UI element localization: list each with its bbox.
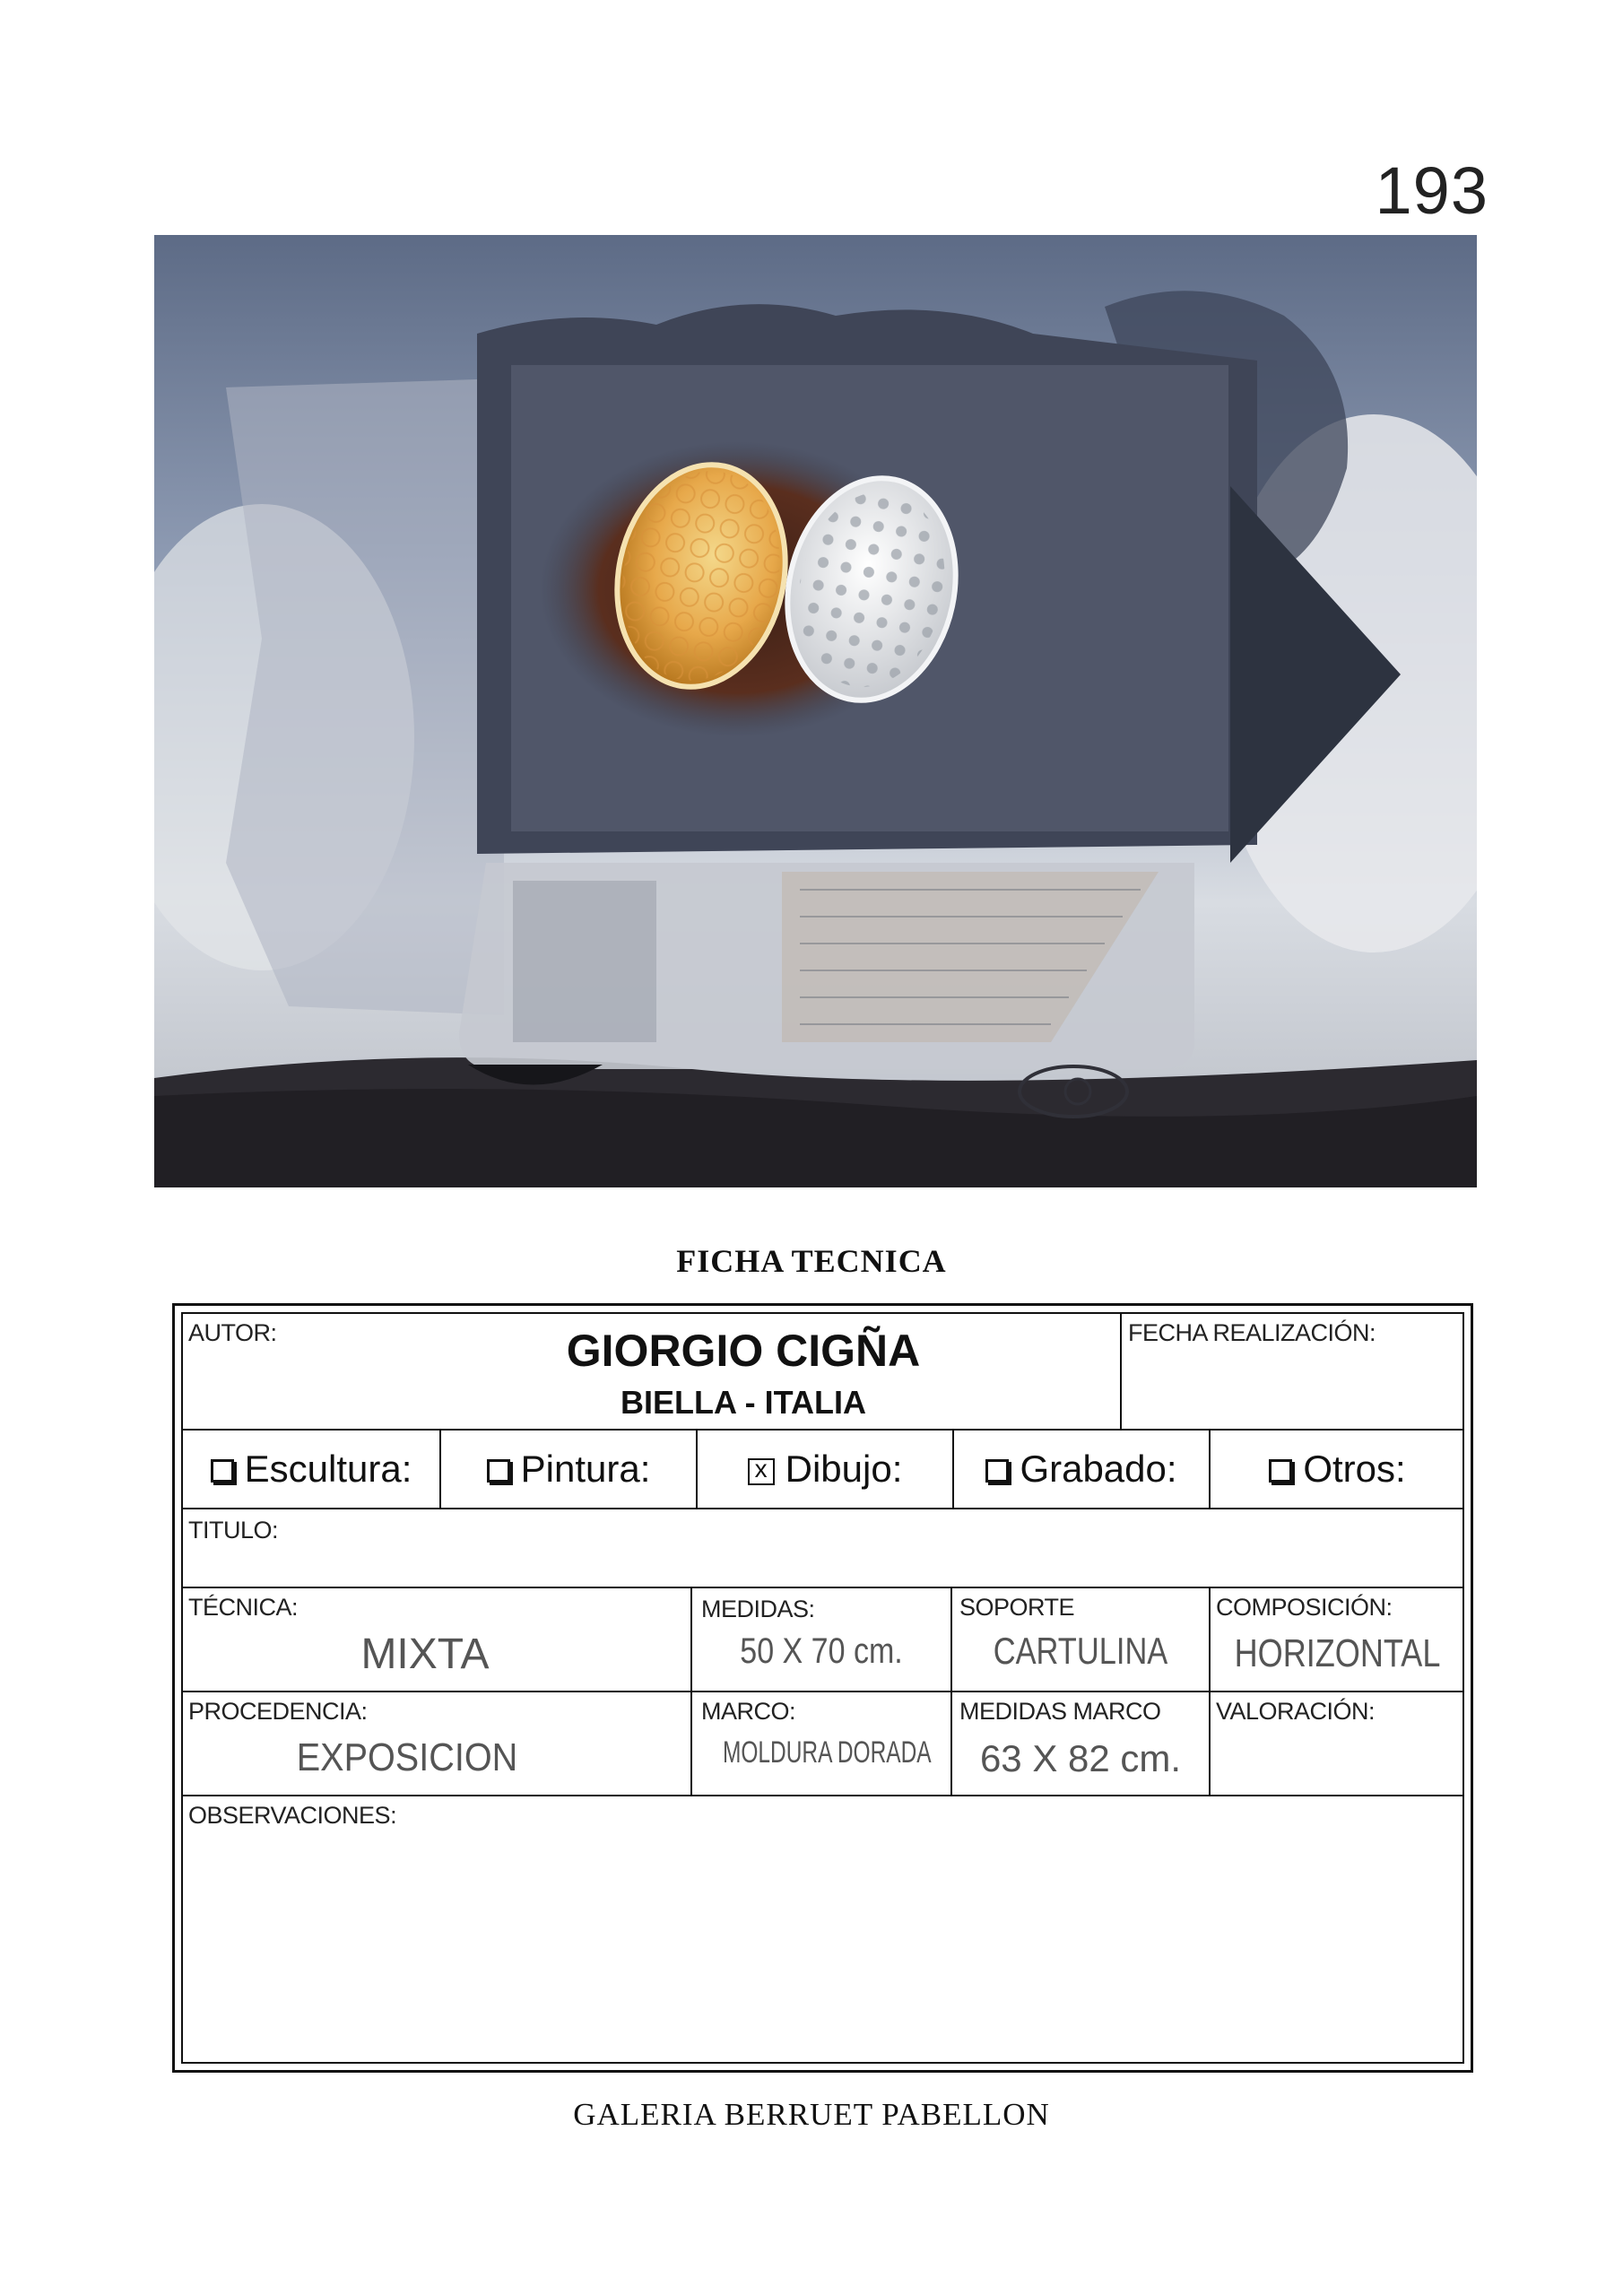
- autor-label: AUTOR:: [188, 1319, 277, 1346]
- author-origin: BIELLA - ITALIA: [621, 1384, 866, 1421]
- soporte-value: CARTULINA: [993, 1630, 1168, 1672]
- escultura-checkbox-icon: [211, 1459, 234, 1483]
- type-otros: [1211, 1431, 1464, 1508]
- artwork-image: [154, 235, 1477, 1187]
- grabado-label: Grabado:: [1020, 1448, 1177, 1490]
- dibujo-checkbox-checked-icon: [748, 1458, 775, 1485]
- medidas-marco-value: 63 X 82 cm.: [979, 1737, 1182, 1779]
- procedencia-value: EXPOSICION: [296, 1735, 518, 1779]
- valoracion-label: VALORACIÓN:: [1216, 1698, 1376, 1725]
- sheet-title: FICHA TECNICA: [676, 1243, 947, 1279]
- medidas-value: 50 X 70 cm.: [740, 1631, 903, 1671]
- form-grid: [181, 1312, 1464, 2064]
- type-escultura: [183, 1431, 439, 1508]
- dibujo-label: Dibujo:: [785, 1448, 903, 1490]
- tecnica-value: MIXTA: [360, 1631, 490, 1678]
- grabado-checkbox-icon: [985, 1459, 1009, 1483]
- gallery-footer: GALERIA BERRUET PABELLON: [573, 2097, 1050, 2132]
- composicion-value: HORIZONTAL: [1234, 1631, 1441, 1675]
- titulo-label: TITULO:: [188, 1517, 279, 1544]
- escultura-label: Escultura:: [244, 1448, 412, 1490]
- type-grabado: [954, 1431, 1209, 1508]
- composicion-label: COMPOSICIÓN:: [1216, 1594, 1393, 1621]
- tecnica-label: TÉCNICA:: [188, 1594, 299, 1621]
- observaciones-label: OBSERVACIONES:: [188, 1802, 397, 1829]
- page-number: 193: [1375, 153, 1488, 228]
- otros-checkbox-icon: [1269, 1459, 1292, 1483]
- otros-label: Otros:: [1303, 1448, 1406, 1490]
- type-pintura: [441, 1431, 696, 1508]
- pintura-checkbox-icon: [487, 1459, 510, 1483]
- medidas-label: MEDIDAS:: [701, 1596, 815, 1622]
- pintura-label: Pintura:: [520, 1448, 651, 1490]
- author-name: GIORGIO CIGÑA: [566, 1326, 921, 1376]
- medidas-marco-label: MEDIDAS MARCO: [959, 1698, 1161, 1725]
- technical-sheet-form: [172, 1303, 1473, 2073]
- soporte-label: SOPORTE: [959, 1594, 1075, 1621]
- type-dibujo: [698, 1431, 952, 1508]
- fecha-realizacion-label: FECHA REALIZACIÓN:: [1128, 1319, 1376, 1346]
- procedencia-label: PROCEDENCIA:: [188, 1698, 368, 1725]
- marco-label: MARCO:: [701, 1698, 795, 1725]
- marco-value: MOLDURA DORADA: [723, 1735, 932, 1770]
